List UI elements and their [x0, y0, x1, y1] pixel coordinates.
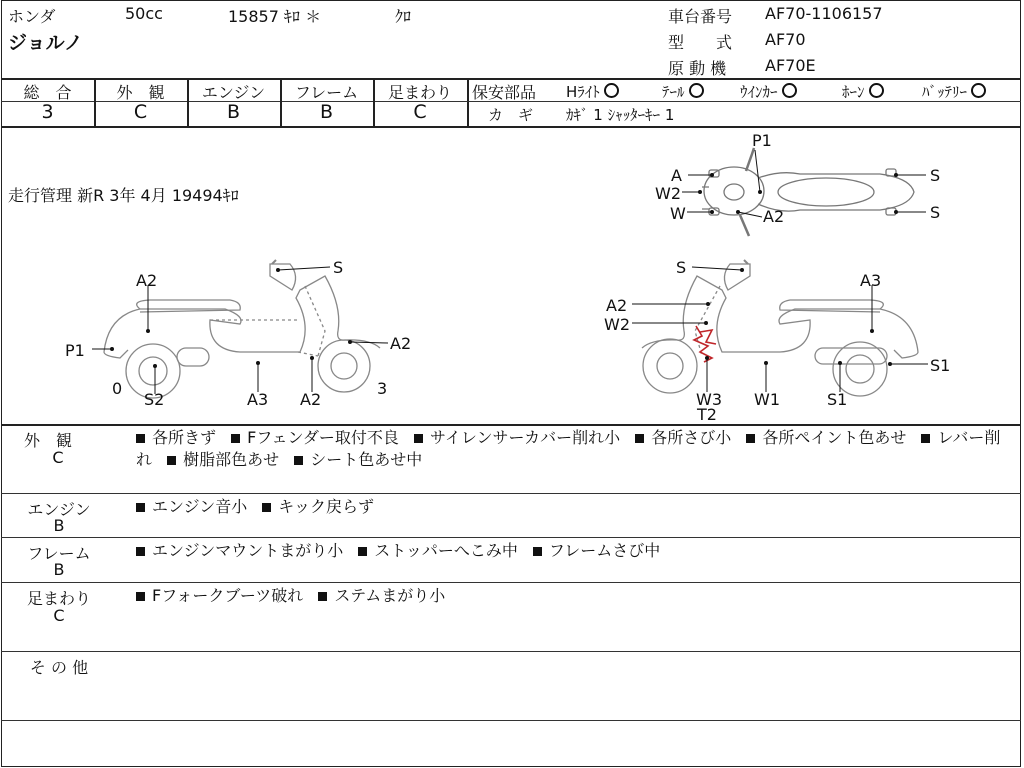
scooter-top-view [702, 148, 914, 236]
remark-item: Fフォークブーツ破れ [136, 586, 303, 605]
remark-item: Fフェンダー取付不良 [231, 428, 399, 447]
diagram-label: A2 [763, 207, 785, 226]
remark-list-exterior [136, 427, 1012, 471]
displacement: 50cc [125, 4, 163, 23]
safety-item-horn: ﾎｰﾝ [842, 81, 884, 102]
diagram-label: A2 [390, 334, 412, 353]
remark-divider [1, 537, 1021, 538]
check-circle-icon [689, 83, 704, 98]
grade-header-exterior: 外 観 [116, 83, 165, 102]
key-label: カ ギ [488, 106, 534, 124]
remark-divider [1, 720, 1021, 721]
type-label: 型 式 [668, 33, 733, 52]
callout-dots [110, 173, 898, 368]
remark-item: サイレンサーカバー削れ小 [414, 428, 620, 447]
diagram-label: W2 [655, 184, 681, 203]
chassis-value: AF70-1106157 [765, 4, 883, 23]
registration-note: 走行管理 新R 3年 4月 19494ｷﾛ [8, 186, 239, 205]
remark-list-suspension [136, 585, 455, 607]
damage-mark-scribble [694, 326, 716, 362]
check-circle-icon [869, 83, 884, 98]
remark-divider [1, 582, 1021, 583]
check-circle-icon [604, 83, 619, 98]
grade-frame: B [319, 101, 334, 123]
diagram-bottom [1, 424, 1021, 426]
remark-item: シート色あせ中 [294, 450, 422, 469]
remark-grade-engine: B [53, 516, 65, 535]
remark-list-frame [136, 540, 670, 562]
remark-grade-suspension: C [53, 606, 65, 625]
diagram-label: S [930, 203, 941, 222]
remark-grade-exterior: C [52, 448, 64, 467]
engine-value: AF70E [765, 56, 816, 75]
remark-item: レバー削れ [136, 428, 1001, 469]
diagram-label: W1 [754, 390, 780, 409]
diagram-label: A2 [136, 271, 158, 290]
remark-title-other: そ の 他 [29, 658, 89, 677]
diagram-label: W2 [604, 315, 630, 334]
grade-total: 3 [41, 101, 54, 123]
grade-header-suspension: 足まわり [387, 83, 452, 102]
grade-engine: B [226, 101, 241, 123]
grade-col-divider [467, 78, 469, 126]
diagram-label: S [930, 166, 941, 185]
mileage: 15857 ｷﾛ ＊ [228, 7, 322, 26]
remark-divider [1, 493, 1021, 494]
remark-title-exterior: 外 観 [23, 431, 72, 450]
remark-item: エンジン音小 [136, 497, 247, 516]
safety-item-winker: ｳｲﾝｶｰ [740, 81, 797, 102]
diagram-label: A2 [300, 390, 322, 409]
engine-label: 原 動 機 [668, 59, 727, 78]
remark-list-engine [136, 496, 384, 518]
diagram-label: S2 [144, 390, 165, 409]
callout-lines [92, 150, 928, 394]
remark-item: 樹脂部色あせ [167, 450, 279, 469]
diagram-label: S1 [827, 390, 848, 409]
grade-header-engine: エンジン [201, 83, 266, 102]
remark-title-engine: エンジン [27, 500, 91, 519]
diagram-label: 3 [377, 379, 388, 398]
grade-header-total: 総 合 [23, 83, 72, 102]
check-circle-icon [782, 83, 797, 98]
remark-divider [1, 651, 1021, 652]
type-value: AF70 [765, 30, 806, 49]
diagram-label: T2 [697, 405, 717, 424]
grade-exterior: C [133, 101, 148, 123]
diagram-label: S [676, 258, 687, 277]
diagram-label: A [671, 166, 682, 185]
grade-header-frame: フレーム [294, 83, 359, 102]
remark-item: フレームさび中 [533, 541, 660, 560]
diagram-label: A3 [247, 390, 269, 409]
grade-suspension: C [413, 101, 427, 123]
diagram-label: P1 [65, 341, 85, 360]
maker: ホンダ [8, 7, 56, 26]
safety-item-tail: ﾃｰﾙ [662, 81, 704, 102]
remark-item: 各所きず [136, 428, 216, 447]
safety-item-headlight: Hﾗｲﾄ [566, 81, 619, 102]
diagram-label: W3 [696, 390, 722, 409]
remark-item: ストッパーへこみ中 [358, 541, 518, 560]
model-name: ジョルノ [8, 32, 83, 54]
color: ｸﾛ [395, 7, 412, 26]
diagram-label: A2 [606, 296, 628, 315]
check-circle-icon [971, 83, 986, 98]
remark-grade-frame: B [53, 560, 65, 579]
diagram-label: A3 [860, 271, 882, 290]
key-value: ｶｷﾞ 1 ｼｬｯﾀｰｷｰ 1 [566, 106, 675, 124]
remark-item: 各所さび小 [635, 428, 731, 447]
chassis-label: 車台番号 [668, 7, 733, 26]
diagram-label: S [333, 258, 344, 277]
remark-title-frame: フレーム [27, 544, 91, 563]
safety-title: 保安部品 [472, 83, 537, 102]
safety-item-battery: ﾊﾞｯﾃﾘｰ [922, 81, 986, 102]
diagram-label: W [670, 204, 686, 223]
remark-title-suspension: 足まわり [26, 589, 91, 608]
diagram-label: P1 [752, 131, 772, 150]
remark-item: エンジンマウントまがり小 [136, 541, 343, 560]
remark-item: ステムまがり小 [318, 586, 445, 605]
remark-item: 各所ペイント色あせ [746, 428, 906, 447]
diagram-label: 0 [112, 379, 123, 398]
remark-item: キック戻らず [262, 497, 374, 516]
diagram-label: S1 [930, 356, 951, 375]
